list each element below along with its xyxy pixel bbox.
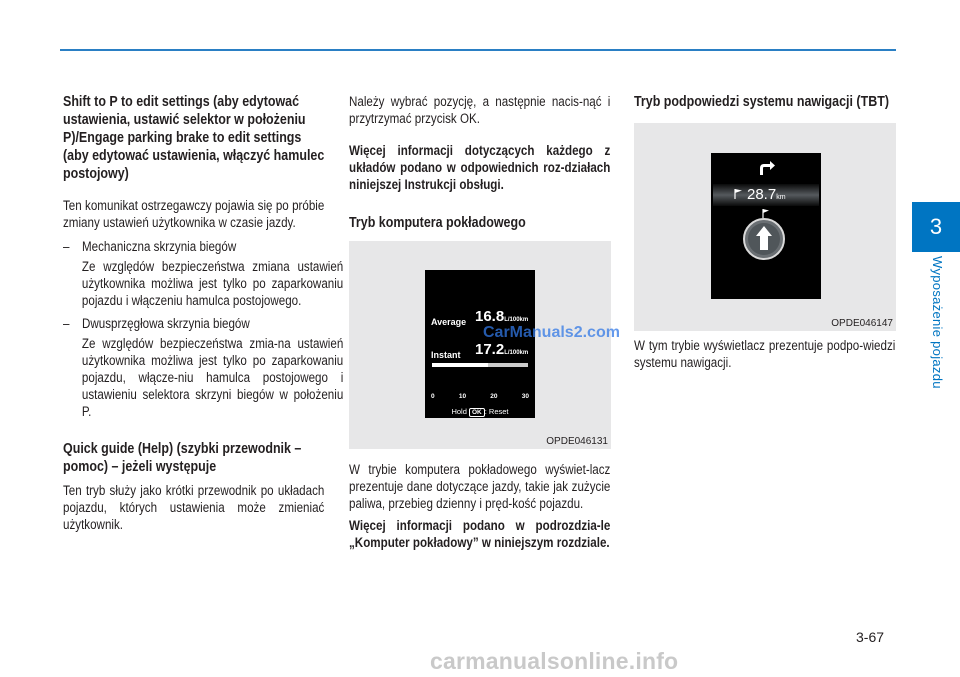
trip-computer-figure xyxy=(349,241,620,449)
chapter-tab: 3 xyxy=(912,202,960,252)
list-item-title: Dwusprzęgłowa skrzynia biegów xyxy=(82,316,250,331)
scale-tick: 20 xyxy=(490,393,498,400)
figure-code: OPDE046131 xyxy=(546,436,608,447)
distance-value: 28.7 xyxy=(747,186,777,203)
reset-text: : Reset xyxy=(484,407,509,416)
instant-label: Instant xyxy=(431,350,461,360)
ok-button-icon: OK xyxy=(469,408,485,417)
paragraph-quick-guide: Ten tryb służy jako krótki przewodnik po układach pojazdu, których ustawienia może zmieniać użytkownik. xyxy=(63,483,325,532)
chapter-label: Wyposażenie pojazdu xyxy=(930,256,945,389)
section-heading-trip-computer: Tryb komputera pokładowego xyxy=(349,215,526,231)
paragraph-select-item: Należy wybrać pozycję, a następnie nacis-nąć i przytrzymać przycisk OK. xyxy=(349,94,611,126)
paragraph-warning-message: Ten komunikat ostrzegawczy pojawia się po próbie zmiany ustawień użytkownika w czasie jazdy. xyxy=(63,198,325,230)
list-item-text: Ze względów bezpieczeństwa zmia-na ustawień użytkownika możliwa jest tylko po zaparkowaniu pojazdu, włącze-niu hamulca postojowego i ustawieniu selektora skrzyni biegów w położeniu P. xyxy=(81,336,344,419)
list-dash: – xyxy=(63,239,70,254)
list-item-manual-transmission xyxy=(63,238,325,255)
instant-unit: L/100km xyxy=(504,350,529,356)
average-value: 16.8 xyxy=(475,308,505,325)
instant-consumption-bar xyxy=(432,363,528,367)
note-trip-computer-more-info: Więcej informacji podano w podrozdzia-le „Komputer pokładowy” w niniejszym rozdziale. xyxy=(349,518,611,550)
hold-reset-hint xyxy=(425,407,535,416)
distance-unit: km xyxy=(776,194,786,201)
footer-watermark: carmanualsonline.info xyxy=(430,648,679,674)
cluster-screen-tbt xyxy=(711,153,821,299)
column-3 xyxy=(634,93,896,371)
section-heading-shift-to-p: Shift to P to edit settings (aby edytować ustawienia, ustawić selektor w położeniu P)/Engage parking brake to edit settings (aby edytować ustawienia, włączyć hamulec postojowy) xyxy=(63,94,325,182)
straight-arrow-icon xyxy=(744,219,784,259)
note-more-info: Więcej informacji dotyczących każdego z układów podano w odpowiednich roz-działach niniejszej Instrukcji obsługi. xyxy=(349,143,611,192)
instant-value: 17.2 xyxy=(475,341,505,358)
average-unit: L/100km xyxy=(504,317,529,323)
scale-tick: 30 xyxy=(521,393,529,400)
list-item-title: Mechaniczna skrzynia biegów xyxy=(82,239,237,254)
figure-code: OPDE046147 xyxy=(831,318,893,329)
list-dash: – xyxy=(63,316,70,331)
average-row xyxy=(431,312,466,330)
column-2 xyxy=(349,93,620,551)
scale-tick: 10 xyxy=(458,393,467,400)
section-heading-tbt: Tryb podpowiedzi systemu nawigacji (TBT) xyxy=(634,94,889,110)
hold-text: Hold xyxy=(451,407,467,416)
paragraph-trip-computer: W trybie komputera pokładowego wyświet-lacz prezentuje dane dotyczące jazdy, takie jak zużycie paliwa, przebieg dzienny i pręd-kość pojazdu. xyxy=(349,462,611,511)
tbt-distance xyxy=(747,186,786,204)
instant-consumption-bar-fill xyxy=(432,363,488,367)
tbt-figure xyxy=(634,123,896,331)
consumption-scale xyxy=(431,393,529,400)
cluster-screen xyxy=(425,270,535,418)
list-item-dct xyxy=(63,315,325,332)
tbt-graphics xyxy=(711,153,821,299)
turn-right-arrow-icon xyxy=(760,161,775,175)
column-1 xyxy=(63,93,344,533)
paragraph-tbt: W tym trybie wyświetlacz prezentuje podpo-wiedzi systemu nawigacji. xyxy=(634,338,896,370)
watermark-carmanuals2: CarManuals2.com xyxy=(483,324,620,341)
list-item-text: Ze względów bezpieczeństwa zmiana ustawień użytkownika możliwa jest tylko po zaparkowaniu pojazdu i włączeniu hamulca postojowego. xyxy=(81,259,344,308)
page-number: 3-67 xyxy=(856,629,885,645)
top-rule xyxy=(60,49,896,51)
upcoming-flag-icon xyxy=(763,209,769,218)
scale-tick: 0 xyxy=(431,393,435,400)
instant-reading xyxy=(475,341,528,359)
average-label: Average xyxy=(431,317,467,327)
section-heading-quick-guide: Quick guide (Help) (szybki przewodnik – pomoc) – jeżeli występuje xyxy=(63,441,302,475)
instant-row xyxy=(431,345,461,363)
